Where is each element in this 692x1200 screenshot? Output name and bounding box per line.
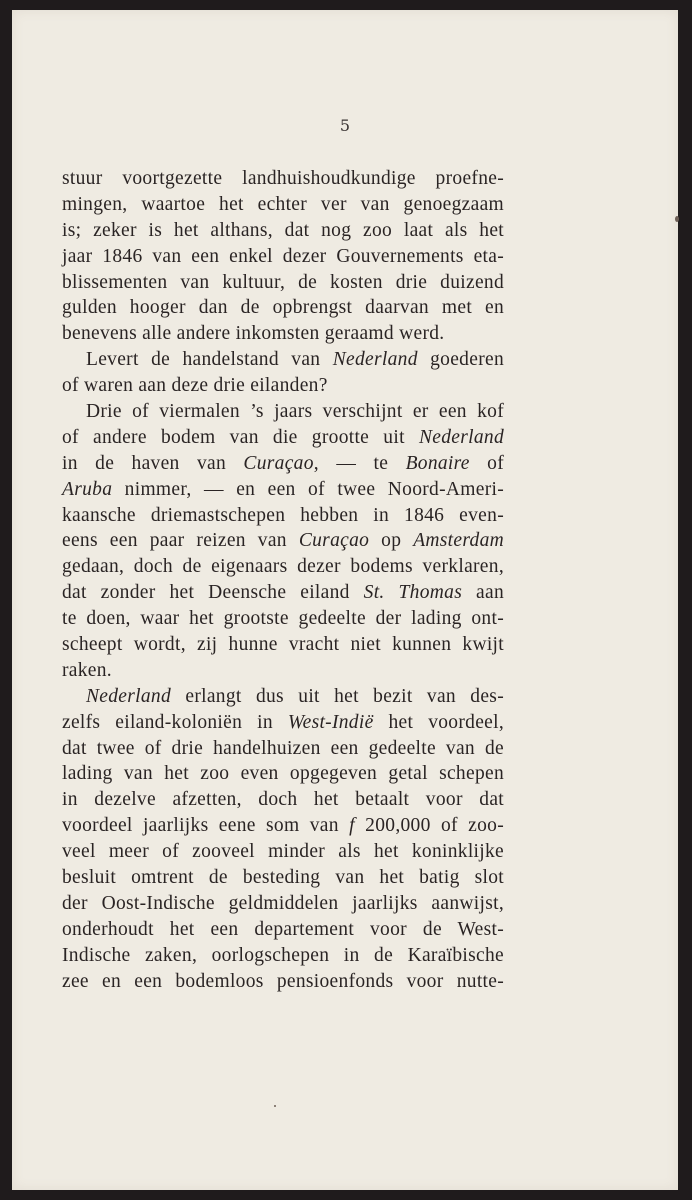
text-segment: gulden hooger dan de opbrengst daarvan met en (62, 297, 504, 319)
text-segment: nimmer, — en een of twee Noord-Ameri- (112, 478, 504, 500)
text-line (62, 503, 504, 529)
text-line (62, 295, 504, 321)
text-segment: raken. (62, 659, 112, 681)
text-segment: veel meer of zooveel minder als het koninklijke (62, 841, 504, 863)
text-segment: het voordeel, (373, 711, 504, 733)
text-segment: zee en een bodemloos pensioenfonds voor nutte- (62, 970, 504, 992)
paper-speck (675, 216, 679, 222)
text-line (62, 787, 504, 813)
text-line (62, 606, 504, 632)
body-text (62, 166, 504, 995)
text-segment: der Oost-Indische geldmiddelen jaarlijks aanwijst, (62, 892, 504, 914)
text-segment: jaar 1846 van een enkel dezer Gouvernements eta- (62, 245, 504, 267)
text-line (62, 969, 504, 995)
text-segment: gedaan, doch de eigenaars dezer bodems verklaren, (62, 556, 504, 578)
text-segment: in dezelve afzetten, doch het betaalt voor dat (62, 789, 504, 811)
text-segment: op (369, 530, 414, 552)
text-segment: goederen (417, 349, 504, 371)
text-line (62, 632, 504, 658)
italic-text-segment: Aruba (62, 478, 113, 500)
text-line (62, 192, 504, 218)
text-segment: Drie of viermalen ’s jaars verschijnt er een kof (86, 401, 504, 423)
text-segment: 200,000 of zoo- (354, 815, 504, 837)
italic-text-segment: f (349, 815, 355, 837)
italic-text-segment: Curaçao (243, 452, 314, 474)
page-number: 5 (339, 116, 351, 135)
text-line (62, 865, 504, 891)
text-segment: is; zeker is het althans, dat nog zoo laat als het (62, 219, 504, 241)
text-segment: dat twee of drie handelhuizen een gedeelte van de (62, 737, 504, 759)
text-line (62, 425, 504, 451)
text-line (62, 554, 504, 580)
text-segment: stuur voortgezette landhuishoudkundige proefne- (62, 168, 504, 189)
text-segment: scheept wordt, zij hunne vracht niet kunnen kwijt (62, 634, 504, 656)
text-line (62, 839, 504, 865)
text-line (62, 218, 504, 244)
text-line (62, 321, 504, 347)
text-segment: in de haven van (62, 452, 244, 474)
text-segment: of andere bodem van die grootte uit (62, 426, 419, 448)
text-segment: Indische zaken, oorlogschepen in de Karaïbische (62, 944, 504, 966)
text-segment: aan (462, 582, 504, 604)
text-segment: dat zonder het Deensche eiland (62, 582, 364, 604)
text-line (62, 347, 504, 373)
text-line (62, 761, 504, 787)
text-line (62, 943, 504, 969)
text-segment: erlangt dus uit het bezit van des- (171, 685, 504, 707)
text-segment: lading van het zoo even opgegeven getal schepen (62, 763, 504, 785)
text-segment: , — te (313, 452, 406, 474)
italic-text-segment: Nederland (418, 426, 504, 448)
text-line (62, 813, 504, 839)
text-line (62, 917, 504, 943)
text-segment: kaansche driemastschepen hebben in 1846 even- (62, 504, 504, 526)
text-line (62, 166, 504, 192)
italic-text-segment: St. Thomas (363, 582, 463, 604)
text-line (62, 580, 504, 606)
text-line (62, 451, 504, 477)
text-line (62, 658, 504, 684)
italic-text-segment: Nederland (86, 685, 172, 707)
text-segment: of waren aan deze drie eilanden? (62, 375, 328, 397)
text-line (62, 270, 504, 296)
italic-text-segment: West-Indië (287, 711, 374, 733)
text-line (62, 244, 504, 270)
text-line (62, 710, 504, 736)
paper-speck (274, 1105, 276, 1107)
italic-text-segment: Curaçao (298, 530, 370, 552)
italic-text-segment: Nederland (332, 349, 418, 371)
text-segment: Levert de handelstand van (86, 349, 333, 371)
text-line (62, 373, 504, 399)
text-segment: eens een paar reizen van (62, 530, 299, 552)
text-segment: besluit omtrent de besteding van het batig slot (62, 867, 504, 889)
text-segment: blissementen van kultuur, de kosten drie duizend (62, 271, 504, 293)
book-page (12, 10, 678, 1190)
text-line (62, 399, 504, 425)
text-line (62, 528, 504, 554)
text-segment: voordeel jaarlijks eene som van (62, 815, 350, 837)
text-segment: benevens alle andere inkomsten geraamd werd. (62, 323, 445, 345)
text-line (62, 891, 504, 917)
text-line (62, 736, 504, 762)
italic-text-segment: Bonaire (405, 452, 470, 474)
text-segment: mingen, waartoe het echter ver van genoegzaam (62, 193, 504, 215)
text-segment: onderhoudt het een departement voor de West- (62, 918, 504, 940)
text-line (62, 684, 504, 710)
text-line (62, 477, 504, 503)
text-segment: of (469, 452, 504, 474)
text-segment: zelfs eiland-koloniën in (62, 711, 288, 733)
text-segment: te doen, waar het grootste gedeelte der lading ont- (62, 608, 504, 630)
italic-text-segment: Amsterdam (413, 530, 505, 552)
